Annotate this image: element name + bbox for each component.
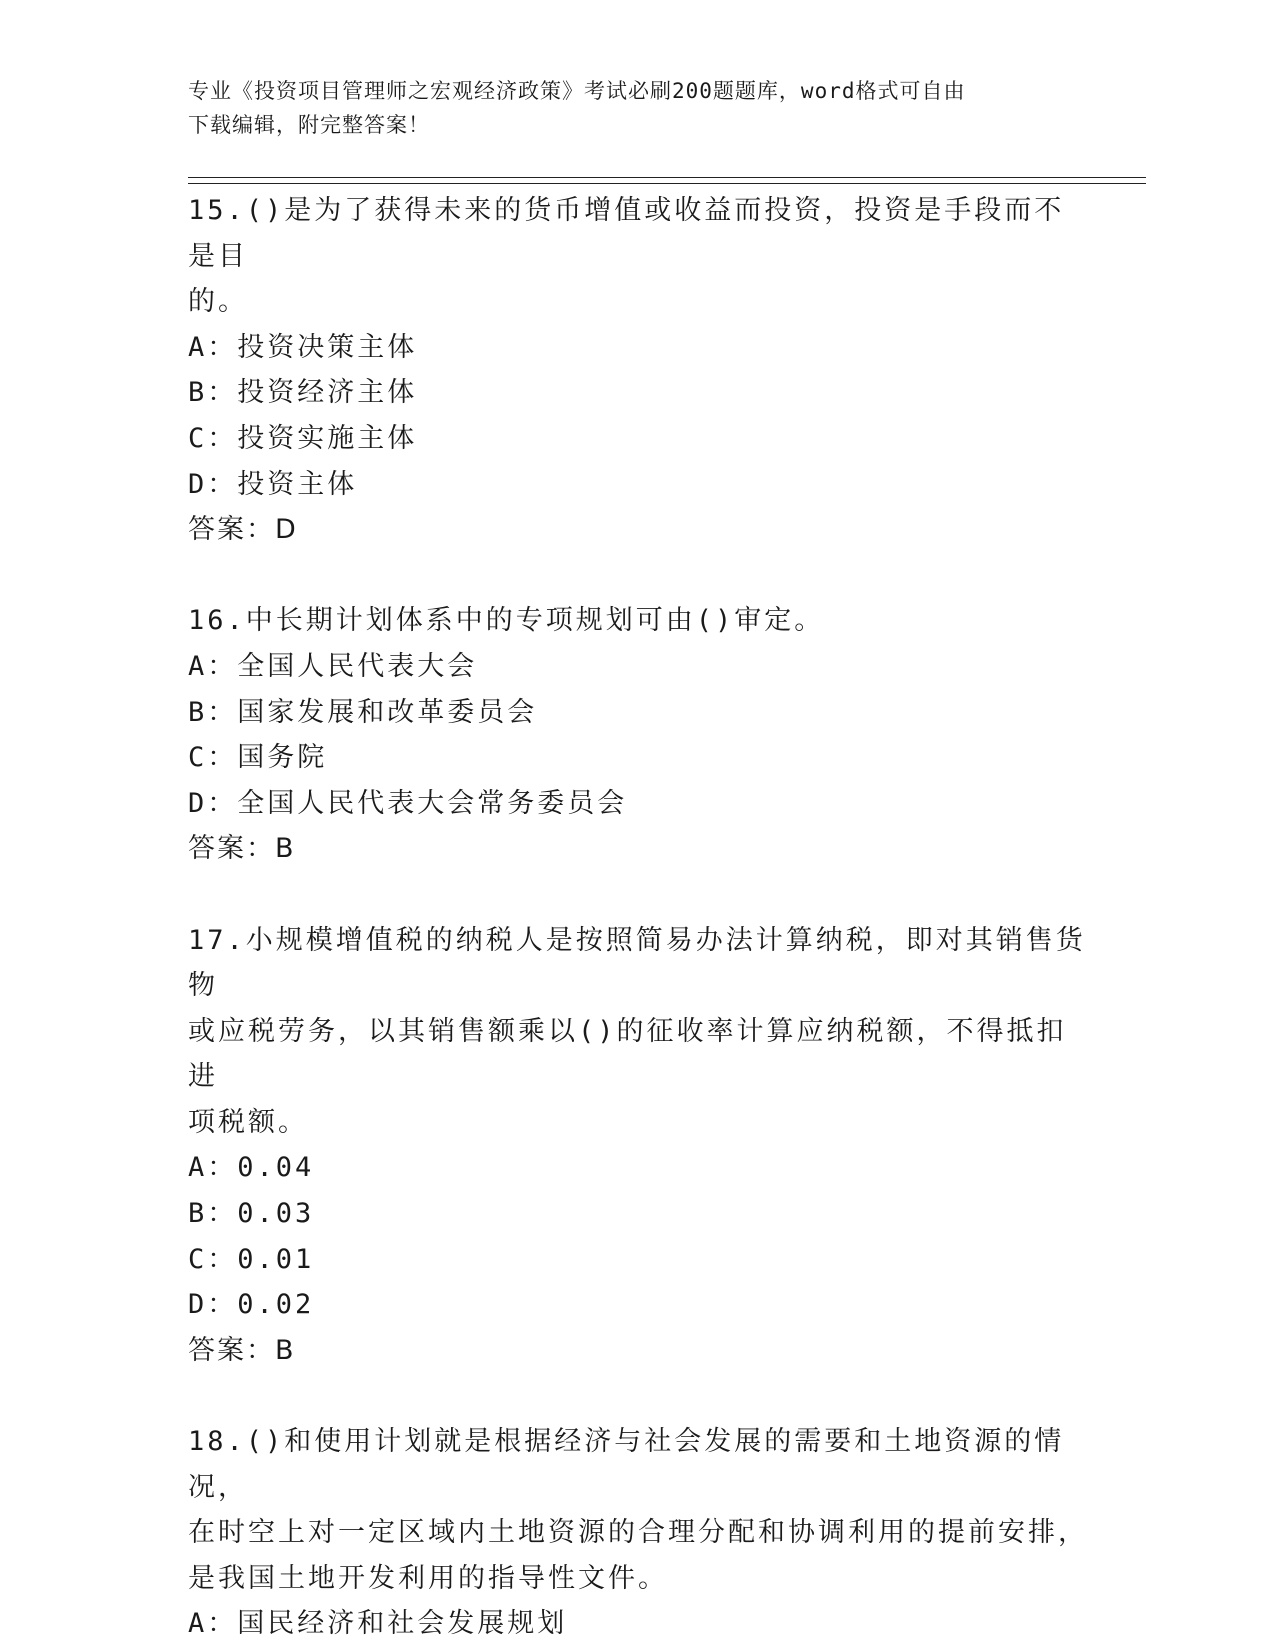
option-b: B：0.03 bbox=[188, 1198, 315, 1230]
question-text-line: 在时空上对一定区域内土地资源的合理分配和协调利用的提前安排， bbox=[188, 1517, 1088, 1549]
question-15 bbox=[188, 188, 1088, 553]
spacer bbox=[188, 553, 1088, 599]
question-text-line: 15.()是为了获得未来的货币增值或收益而投资，投资是手段而不是目 bbox=[188, 195, 1065, 272]
option-d: D：全国人民代表大会常务委员会 bbox=[188, 787, 628, 819]
question-17 bbox=[188, 918, 1088, 1374]
question-text-line: 项税额。 bbox=[188, 1106, 308, 1138]
option-d: D：0.02 bbox=[188, 1289, 315, 1321]
question-text-line: 是我国土地开发利用的指导性文件。 bbox=[188, 1562, 668, 1594]
option-a: A：0.04 bbox=[188, 1152, 315, 1184]
question-16 bbox=[188, 598, 1088, 872]
option-d: D：投资主体 bbox=[188, 468, 358, 500]
option-c: C：国务院 bbox=[188, 742, 328, 774]
question-text-line: 的。 bbox=[188, 286, 248, 318]
option-c: C：投资实施主体 bbox=[188, 422, 418, 454]
question-text-line: 17.小规模增值税的纳税人是按照简易办法计算纳税，即对其销售货物 bbox=[188, 924, 1086, 1002]
spacer bbox=[188, 1373, 1088, 1419]
question-text-line: 或应税劳务，以其销售额乘以()的征收率计算应纳税额，不得抵扣进 bbox=[188, 1015, 1067, 1093]
header-line-2: 下载编辑，附完整答案！ bbox=[188, 113, 430, 137]
answer: 答案：B bbox=[188, 833, 296, 865]
option-b: B：投资经济主体 bbox=[188, 377, 418, 409]
header-divider-top bbox=[188, 177, 1146, 178]
answer: 答案：B bbox=[188, 1334, 296, 1366]
question-text-line: 16.中长期计划体系中的专项规划可由()审定。 bbox=[188, 605, 825, 637]
header-divider-bottom bbox=[188, 183, 1146, 184]
spacer bbox=[188, 872, 1088, 918]
header-line-1: 专业《投资项目管理师之宏观经济政策》考试必刷200题题库，word格式可自由 bbox=[188, 79, 966, 103]
question-18 bbox=[188, 1419, 1088, 1647]
document-header bbox=[188, 74, 1088, 142]
option-c: C：0.01 bbox=[188, 1243, 315, 1275]
answer: 答案：D bbox=[188, 514, 298, 546]
option-a: A：国民经济和社会发展规划 bbox=[188, 1608, 568, 1640]
option-a: A：全国人民代表大会 bbox=[188, 650, 478, 682]
option-a: A：投资决策主体 bbox=[188, 331, 418, 363]
question-list bbox=[188, 188, 1088, 1647]
option-b: B：国家发展和改革委员会 bbox=[188, 696, 538, 728]
question-text-line: 18.()和使用计划就是根据经济与社会发展的需要和土地资源的情况， bbox=[188, 1426, 1065, 1503]
